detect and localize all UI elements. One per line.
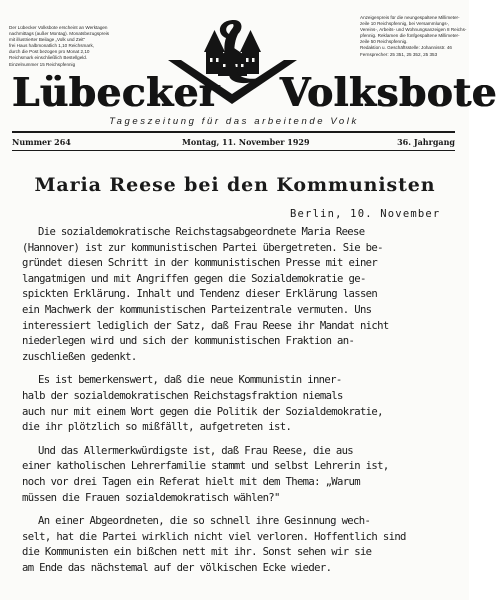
masthead — [0, 66, 497, 127]
paragraph — [22, 444, 452, 506]
advertising-info-line: zeile 10 Reichspfennig, bei Versammlungs-, — [360, 21, 450, 27]
top-rule — [12, 131, 455, 133]
subscription-info-line: Reichsmark einschließlich Bestellgeld. — [9, 55, 88, 61]
text-line: interessiert lediglich der Satz, daß Frau Reese ihr Mandat nicht — [22, 319, 389, 332]
text-line: langatmigen und mit Angriffen gegen die Sozialdemokratie ge- — [22, 272, 366, 285]
text-line: am Ende das nächstemal auf der völkischen Ecke wieder. — [22, 561, 332, 574]
text-line: gründet diesen Schritt in der kommunistischen Presse mit einer — [22, 257, 378, 270]
paragraph — [22, 514, 452, 576]
text-line: halb der sozialdemokratischen Reichstagsfraktion niemals — [22, 389, 343, 402]
text-line: Und das Allermerkwürdigste ist, daß Frau Reese, die aus — [38, 444, 354, 457]
advertising-info-line: zeile 50 Reichspfennig. — [360, 39, 408, 45]
masthead-title-left: Lübecker — [12, 70, 220, 116]
text-line: einer katholischen Lehrerfamilie stammt und selbst Lehrerin ist, — [22, 460, 389, 473]
paragraph — [22, 373, 452, 435]
text-line: noch vor drei Tagen ein Referat hielt mit dem Thema: „Warum — [22, 475, 360, 488]
subscription-info-line: durch die Post bezogen pro Monat 2,10 — [9, 49, 90, 55]
text-line: (Hannover) ist zur kommunistischen Partei übergetreten. Sie be- — [22, 241, 383, 254]
subscription-info — [9, 25, 119, 68]
article-body — [22, 225, 452, 584]
text-line: die ihr plötzlich so mißfällt, aufgetreten ist. — [22, 421, 292, 434]
text-line: niederlegen wird und sich der kommunistischen Fraktion an- — [22, 335, 355, 348]
masthead-title-right: Volksbote — [280, 70, 497, 116]
subscription-info-line: Der Lübecker Volksbote erscheint an Werktagen — [9, 25, 108, 30]
article-dateline: Berlin, 10. November — [290, 208, 441, 220]
text-line: die Kommunisten ein bißchen nett mit ihr. Sonst sehen wir sie — [22, 546, 372, 559]
text-line: ein Machwerk der kommunistischen Parteizentrale vermuten. Uns — [22, 303, 372, 316]
text-line: auch nur mit einem Wort gegen die Politik der Sozialdemokratie, — [22, 405, 383, 418]
subscription-info-line: mit illustrierter Beilage „Volk und Zeit" — [9, 37, 86, 43]
advertising-info-line: pfennig. Reklamen die fünfgespaltene Millimeter- — [360, 33, 460, 39]
advertising-info-line: Anzeigenpreis für die neungespaltene Millimeter- — [360, 15, 460, 20]
text-line: zuschließen gedenkt. — [22, 350, 137, 363]
issue-date: Montag, 11. November 1929 — [182, 137, 310, 147]
subscription-info-line: frei Haus halbmonatlich 1,10 Reichsmark, — [9, 43, 95, 49]
article-headline: Maria Reese bei den Kommunisten — [34, 174, 436, 196]
text-line: Es ist bemerkenswert, daß die neue Kommunistin inner- — [38, 374, 342, 387]
text-line: müssen die Frauen sozialdemokratisch wählen?" — [22, 491, 280, 504]
paragraph — [22, 225, 452, 365]
bottom-rule — [12, 150, 455, 151]
subscription-info-line: nachmittags (außer Montag). Monatsbezugspreis — [9, 31, 110, 37]
advertising-info-line: Fernsprecher: 25 351, 25 352, 25 353 — [360, 51, 438, 57]
masthead-subtitle: Tageszeitung für das arbeitende Volk — [109, 116, 359, 127]
issue-number: Nummer 264 — [12, 137, 71, 147]
text-line: selt, hat die Partei wirklich nicht viel verloren. Hoffentlich sind — [22, 530, 406, 543]
text-line: An einer Abgeordneten, die so schnell ihre Gesinnung wech- — [38, 515, 371, 528]
volume-number: 36. Jahrgang — [397, 137, 455, 147]
advertising-info — [360, 15, 467, 58]
advertising-info-line: Vereins-, Arbeits- und Wohnungsanzeigen 8 Reichs- — [360, 27, 467, 33]
issue-line — [12, 134, 455, 150]
advertising-info-line: Redaktion u. Geschäftsstelle: Johannisstr. 46 — [360, 45, 452, 51]
subscription-info-line: Einzelnummer 15 Reichspfennig — [9, 61, 76, 67]
text-line: spickten Erklärung. Inhalt und Tendenz dieser Erklärung lassen — [22, 288, 378, 301]
text-line: Die sozialdemokratische Reichstagsabgeordnete Maria Reese — [38, 226, 365, 238]
